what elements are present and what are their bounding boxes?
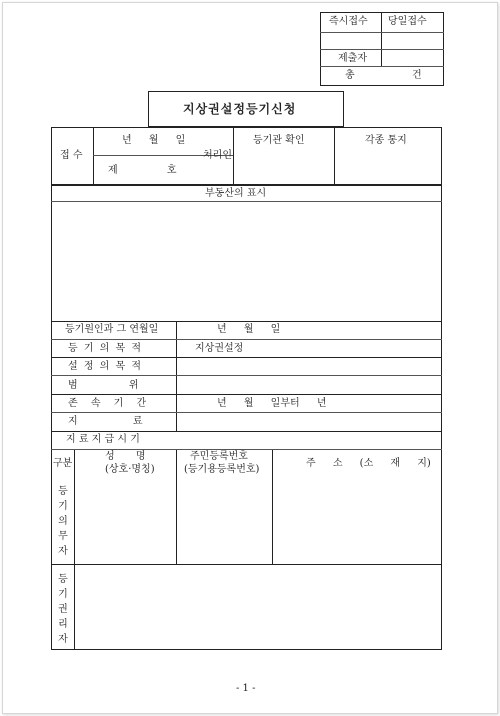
registrar-check-label: 등기관 확인 <box>253 135 305 146</box>
purpose-value: 지상권설정 <box>195 343 244 354</box>
page-title: 지상권설정등기신청 <box>183 102 297 116</box>
purpose-label: 등 기 의 목 적 <box>68 343 142 354</box>
parties-address-label: 주 소 (소 재 지) <box>306 458 431 469</box>
same-day-receipt-label: 당일접수 <box>388 16 427 27</box>
rent-label: 지 료 <box>68 416 143 427</box>
duration-label: 존 속 기 간 <box>68 398 147 409</box>
reception-number: 제 호 <box>108 165 177 176</box>
reception-date: 년 월 일 <box>122 135 186 146</box>
page-number: - 1 - <box>236 683 256 694</box>
parties-name-sub-label: (상호·명칭) <box>105 464 155 475</box>
cause-value: 년 월 일 <box>217 324 281 335</box>
count-unit: 건 <box>412 70 422 81</box>
reception-label: 접 수 <box>60 150 83 161</box>
parties-category-label: 구분 <box>53 458 73 469</box>
notices-label: 각종 통지 <box>365 135 407 146</box>
establishment-purpose-label: 설 정 의 목 적 <box>68 361 142 372</box>
duration-value: 년 월 일부터 년 <box>217 398 327 409</box>
property-section-header: 부동산의 표시 <box>205 188 267 199</box>
cause-label: 등기원인과 그 연월일 <box>65 324 159 335</box>
parties-name-label: 성 명 <box>105 451 146 462</box>
parties-regno-sub-label: (등기용등록번호) <box>184 464 260 475</box>
submitter-label: 제출자 <box>338 53 367 64</box>
property-description-area <box>51 201 442 321</box>
processor-label: 처리인 <box>203 150 232 161</box>
scope-label: 범 위 <box>68 380 139 391</box>
obligor-label: 등기의무자 <box>58 486 68 557</box>
payment-period-label: 지 료 지 급 시 기 <box>66 434 140 445</box>
total-label: 총 <box>345 70 355 81</box>
instant-receipt-label: 즉시접수 <box>329 16 368 27</box>
holder-label: 등기권리자 <box>58 574 68 645</box>
parties-regno-label: 주민등록번호 <box>190 451 248 462</box>
